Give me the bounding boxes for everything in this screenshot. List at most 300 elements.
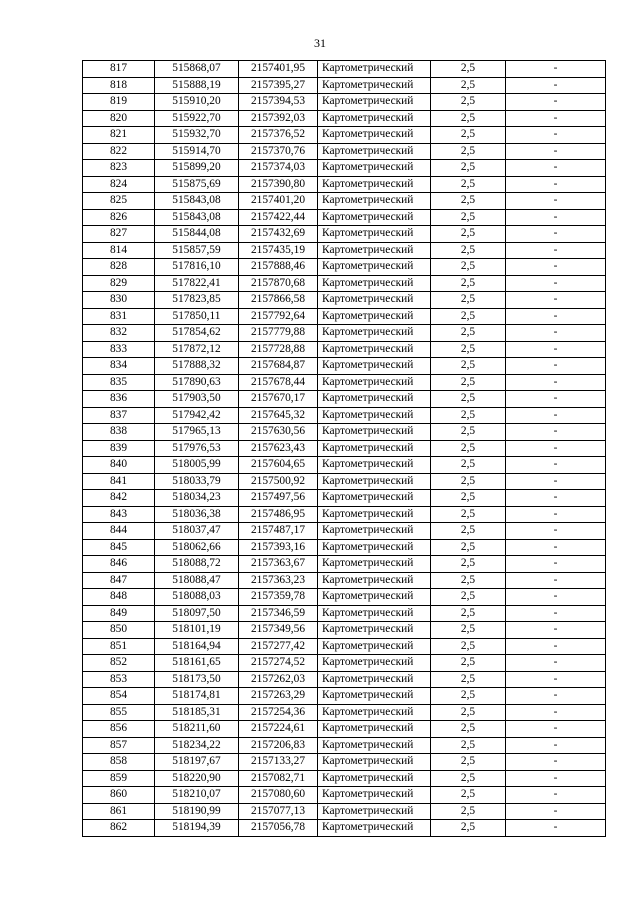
x-coordinate-cell: 518088,03: [155, 589, 239, 606]
x-coordinate-cell: 518164,94: [155, 638, 239, 655]
point-number-cell: 846: [83, 556, 155, 573]
method-cell: Картометрический: [318, 506, 431, 523]
accuracy-cell: 2,5: [431, 143, 506, 160]
point-number-cell: 842: [83, 490, 155, 507]
description-cell: -: [506, 490, 606, 507]
x-coordinate-cell: 518101,19: [155, 622, 239, 639]
table-row: [83, 424, 606, 441]
accuracy-cell: 2,5: [431, 160, 506, 177]
description-cell: -: [506, 572, 606, 589]
point-number-cell: 841: [83, 473, 155, 490]
point-number-cell: 831: [83, 308, 155, 325]
description-cell: -: [506, 506, 606, 523]
description-cell: -: [506, 737, 606, 754]
method-cell: Картометрический: [318, 160, 431, 177]
x-coordinate-cell: 518062,66: [155, 539, 239, 556]
accuracy-cell: 2,5: [431, 688, 506, 705]
table-row: [83, 259, 606, 276]
point-number-cell: 860: [83, 787, 155, 804]
point-number-cell: 823: [83, 160, 155, 177]
y-coordinate-cell: 2157401,20: [239, 193, 318, 210]
method-cell: Картометрический: [318, 77, 431, 94]
accuracy-cell: 2,5: [431, 440, 506, 457]
method-cell: Картометрический: [318, 556, 431, 573]
y-coordinate-cell: 2157277,42: [239, 638, 318, 655]
point-number-cell: 852: [83, 655, 155, 672]
x-coordinate-cell: 518194,39: [155, 820, 239, 837]
description-cell: -: [506, 77, 606, 94]
accuracy-cell: 2,5: [431, 737, 506, 754]
table-row: [83, 77, 606, 94]
description-cell: -: [506, 308, 606, 325]
description-cell: -: [506, 770, 606, 787]
table-row: [83, 688, 606, 705]
accuracy-cell: 2,5: [431, 325, 506, 342]
method-cell: Картометрический: [318, 473, 431, 490]
table-row: [83, 110, 606, 127]
table-row: [83, 671, 606, 688]
accuracy-cell: 2,5: [431, 523, 506, 540]
method-cell: Картометрический: [318, 424, 431, 441]
point-number-cell: 861: [83, 803, 155, 820]
y-coordinate-cell: 2157224,61: [239, 721, 318, 738]
table-row: [83, 275, 606, 292]
y-coordinate-cell: 2157432,69: [239, 226, 318, 243]
accuracy-cell: 2,5: [431, 803, 506, 820]
x-coordinate-cell: 518173,50: [155, 671, 239, 688]
point-number-cell: 836: [83, 391, 155, 408]
method-cell: Картометрический: [318, 94, 431, 111]
description-cell: -: [506, 242, 606, 259]
page-number: 31: [314, 36, 326, 50]
description-cell: -: [506, 440, 606, 457]
method-cell: Картометрический: [318, 803, 431, 820]
x-coordinate-cell: 515875,69: [155, 176, 239, 193]
description-cell: -: [506, 655, 606, 672]
method-cell: Картометрический: [318, 242, 431, 259]
table-row: [83, 209, 606, 226]
x-coordinate-cell: 515868,07: [155, 61, 239, 78]
accuracy-cell: 2,5: [431, 622, 506, 639]
description-cell: -: [506, 127, 606, 144]
y-coordinate-cell: 2157393,16: [239, 539, 318, 556]
table-row: [83, 292, 606, 309]
table-row: [83, 457, 606, 474]
method-cell: Картометрический: [318, 176, 431, 193]
x-coordinate-cell: 517822,41: [155, 275, 239, 292]
method-cell: Картометрический: [318, 226, 431, 243]
x-coordinate-cell: 515922,70: [155, 110, 239, 127]
method-cell: Картометрический: [318, 721, 431, 738]
y-coordinate-cell: 2157500,92: [239, 473, 318, 490]
description-cell: -: [506, 341, 606, 358]
point-number-cell: 829: [83, 275, 155, 292]
accuracy-cell: 2,5: [431, 704, 506, 721]
description-cell: -: [506, 539, 606, 556]
x-coordinate-cell: 517942,42: [155, 407, 239, 424]
point-number-cell: 826: [83, 209, 155, 226]
y-coordinate-cell: 2157888,46: [239, 259, 318, 276]
table-row: [83, 704, 606, 721]
x-coordinate-cell: 517976,53: [155, 440, 239, 457]
accuracy-cell: 2,5: [431, 308, 506, 325]
point-number-cell: 844: [83, 523, 155, 540]
x-coordinate-cell: 517890,63: [155, 374, 239, 391]
point-number-cell: 832: [83, 325, 155, 342]
method-cell: Картометрический: [318, 671, 431, 688]
point-number-cell: 819: [83, 94, 155, 111]
accuracy-cell: 2,5: [431, 226, 506, 243]
accuracy-cell: 2,5: [431, 176, 506, 193]
x-coordinate-cell: 517816,10: [155, 259, 239, 276]
table-row: [83, 589, 606, 606]
method-cell: Картометрический: [318, 193, 431, 210]
table-row: [83, 737, 606, 754]
description-cell: -: [506, 803, 606, 820]
x-coordinate-cell: 517872,12: [155, 341, 239, 358]
coordinates-table-body: [83, 61, 606, 837]
y-coordinate-cell: 2157870,68: [239, 275, 318, 292]
accuracy-cell: 2,5: [431, 457, 506, 474]
point-number-cell: 827: [83, 226, 155, 243]
method-cell: Картометрический: [318, 770, 431, 787]
table-row: [83, 440, 606, 457]
description-cell: -: [506, 754, 606, 771]
accuracy-cell: 2,5: [431, 94, 506, 111]
y-coordinate-cell: 2157684,87: [239, 358, 318, 375]
x-coordinate-cell: 515910,20: [155, 94, 239, 111]
method-cell: Картометрический: [318, 308, 431, 325]
description-cell: -: [506, 424, 606, 441]
table-row: [83, 605, 606, 622]
accuracy-cell: 2,5: [431, 292, 506, 309]
description-cell: -: [506, 176, 606, 193]
point-number-cell: 830: [83, 292, 155, 309]
y-coordinate-cell: 2157497,56: [239, 490, 318, 507]
description-cell: -: [506, 589, 606, 606]
accuracy-cell: 2,5: [431, 490, 506, 507]
x-coordinate-cell: 518234,22: [155, 737, 239, 754]
description-cell: -: [506, 820, 606, 837]
description-cell: -: [506, 374, 606, 391]
accuracy-cell: 2,5: [431, 605, 506, 622]
method-cell: Картометрический: [318, 572, 431, 589]
y-coordinate-cell: 2157359,78: [239, 589, 318, 606]
accuracy-cell: 2,5: [431, 638, 506, 655]
x-coordinate-cell: 518161,65: [155, 655, 239, 672]
x-coordinate-cell: 518034,23: [155, 490, 239, 507]
table-row: [83, 341, 606, 358]
x-coordinate-cell: 518037,47: [155, 523, 239, 540]
table-row: [83, 539, 606, 556]
table-row: [83, 770, 606, 787]
y-coordinate-cell: 2157390,80: [239, 176, 318, 193]
x-coordinate-cell: 517965,13: [155, 424, 239, 441]
y-coordinate-cell: 2157346,59: [239, 605, 318, 622]
accuracy-cell: 2,5: [431, 787, 506, 804]
point-number-cell: 847: [83, 572, 155, 589]
y-coordinate-cell: 2157374,03: [239, 160, 318, 177]
y-coordinate-cell: 2157349,56: [239, 622, 318, 639]
table-row: [83, 556, 606, 573]
description-cell: -: [506, 193, 606, 210]
x-coordinate-cell: 518210,07: [155, 787, 239, 804]
y-coordinate-cell: 2157392,03: [239, 110, 318, 127]
method-cell: Картометрический: [318, 787, 431, 804]
table-row: [83, 523, 606, 540]
table-row: [83, 803, 606, 820]
point-number-cell: 853: [83, 671, 155, 688]
accuracy-cell: 2,5: [431, 193, 506, 210]
x-coordinate-cell: 515888,19: [155, 77, 239, 94]
point-number-cell: 850: [83, 622, 155, 639]
accuracy-cell: 2,5: [431, 61, 506, 78]
accuracy-cell: 2,5: [431, 391, 506, 408]
y-coordinate-cell: 2157133,27: [239, 754, 318, 771]
y-coordinate-cell: 2157645,32: [239, 407, 318, 424]
description-cell: -: [506, 457, 606, 474]
method-cell: Картометрический: [318, 457, 431, 474]
accuracy-cell: 2,5: [431, 374, 506, 391]
table-row: [83, 358, 606, 375]
y-coordinate-cell: 2157077,13: [239, 803, 318, 820]
x-coordinate-cell: 518088,72: [155, 556, 239, 573]
x-coordinate-cell: 518211,60: [155, 721, 239, 738]
accuracy-cell: 2,5: [431, 589, 506, 606]
y-coordinate-cell: 2157401,95: [239, 61, 318, 78]
accuracy-cell: 2,5: [431, 572, 506, 589]
y-coordinate-cell: 2157262,03: [239, 671, 318, 688]
point-number-cell: 822: [83, 143, 155, 160]
table-row: [83, 61, 606, 78]
y-coordinate-cell: 2157274,52: [239, 655, 318, 672]
y-coordinate-cell: 2157370,76: [239, 143, 318, 160]
y-coordinate-cell: 2157792,64: [239, 308, 318, 325]
method-cell: Картометрический: [318, 704, 431, 721]
description-cell: -: [506, 787, 606, 804]
accuracy-cell: 2,5: [431, 275, 506, 292]
method-cell: Картометрический: [318, 292, 431, 309]
x-coordinate-cell: 518174,81: [155, 688, 239, 705]
y-coordinate-cell: 2157363,23: [239, 572, 318, 589]
y-coordinate-cell: 2157056,78: [239, 820, 318, 837]
method-cell: Картометрический: [318, 325, 431, 342]
method-cell: Картометрический: [318, 110, 431, 127]
method-cell: Картометрический: [318, 209, 431, 226]
description-cell: -: [506, 671, 606, 688]
method-cell: Картометрический: [318, 622, 431, 639]
accuracy-cell: 2,5: [431, 341, 506, 358]
description-cell: -: [506, 704, 606, 721]
point-number-cell: 837: [83, 407, 155, 424]
point-number-cell: 824: [83, 176, 155, 193]
y-coordinate-cell: 2157395,27: [239, 77, 318, 94]
y-coordinate-cell: 2157363,67: [239, 556, 318, 573]
y-coordinate-cell: 2157394,53: [239, 94, 318, 111]
description-cell: -: [506, 638, 606, 655]
accuracy-cell: 2,5: [431, 770, 506, 787]
table-row: [83, 143, 606, 160]
y-coordinate-cell: 2157080,60: [239, 787, 318, 804]
accuracy-cell: 2,5: [431, 721, 506, 738]
table-row: [83, 193, 606, 210]
x-coordinate-cell: 518005,99: [155, 457, 239, 474]
point-number-cell: 854: [83, 688, 155, 705]
x-coordinate-cell: 515843,08: [155, 209, 239, 226]
x-coordinate-cell: 518088,47: [155, 572, 239, 589]
method-cell: Картометрический: [318, 127, 431, 144]
y-coordinate-cell: 2157866,58: [239, 292, 318, 309]
table-row: [83, 308, 606, 325]
method-cell: Картометрический: [318, 490, 431, 507]
point-number-cell: 828: [83, 259, 155, 276]
accuracy-cell: 2,5: [431, 407, 506, 424]
y-coordinate-cell: 2157487,17: [239, 523, 318, 540]
coordinates-table: [82, 60, 606, 837]
x-coordinate-cell: 515857,59: [155, 242, 239, 259]
table-row: [83, 622, 606, 639]
method-cell: Картометрический: [318, 820, 431, 837]
description-cell: -: [506, 110, 606, 127]
table-row: [83, 490, 606, 507]
accuracy-cell: 2,5: [431, 77, 506, 94]
table-row: [83, 160, 606, 177]
method-cell: Картометрический: [318, 341, 431, 358]
point-number-cell: 849: [83, 605, 155, 622]
method-cell: Картометрический: [318, 539, 431, 556]
point-number-cell: 840: [83, 457, 155, 474]
point-number-cell: 856: [83, 721, 155, 738]
y-coordinate-cell: 2157728,88: [239, 341, 318, 358]
method-cell: Картометрический: [318, 61, 431, 78]
accuracy-cell: 2,5: [431, 655, 506, 672]
x-coordinate-cell: 517903,50: [155, 391, 239, 408]
point-number-cell: 845: [83, 539, 155, 556]
method-cell: Картометрический: [318, 737, 431, 754]
method-cell: Картометрический: [318, 589, 431, 606]
description-cell: -: [506, 325, 606, 342]
description-cell: -: [506, 226, 606, 243]
y-coordinate-cell: 2157376,52: [239, 127, 318, 144]
accuracy-cell: 2,5: [431, 671, 506, 688]
method-cell: Картометрический: [318, 655, 431, 672]
description-cell: -: [506, 523, 606, 540]
table-row: [83, 407, 606, 424]
point-number-cell: 834: [83, 358, 155, 375]
y-coordinate-cell: 2157435,19: [239, 242, 318, 259]
point-number-cell: 843: [83, 506, 155, 523]
point-number-cell: 838: [83, 424, 155, 441]
point-number-cell: 839: [83, 440, 155, 457]
table-row: [83, 176, 606, 193]
description-cell: -: [506, 473, 606, 490]
method-cell: Картометрический: [318, 523, 431, 540]
table-row: [83, 721, 606, 738]
point-number-cell: 851: [83, 638, 155, 655]
table-row: [83, 572, 606, 589]
x-coordinate-cell: 518097,50: [155, 605, 239, 622]
y-coordinate-cell: 2157779,88: [239, 325, 318, 342]
method-cell: Картометрический: [318, 638, 431, 655]
table-row: [83, 787, 606, 804]
x-coordinate-cell: 517823,85: [155, 292, 239, 309]
point-number-cell: 859: [83, 770, 155, 787]
accuracy-cell: 2,5: [431, 127, 506, 144]
accuracy-cell: 2,5: [431, 506, 506, 523]
x-coordinate-cell: 515844,08: [155, 226, 239, 243]
method-cell: Картометрический: [318, 407, 431, 424]
description-cell: -: [506, 358, 606, 375]
description-cell: -: [506, 160, 606, 177]
description-cell: -: [506, 259, 606, 276]
table-row: [83, 226, 606, 243]
y-coordinate-cell: 2157263,29: [239, 688, 318, 705]
x-coordinate-cell: 518197,67: [155, 754, 239, 771]
point-number-cell: 855: [83, 704, 155, 721]
y-coordinate-cell: 2157678,44: [239, 374, 318, 391]
method-cell: Картометрический: [318, 688, 431, 705]
accuracy-cell: 2,5: [431, 820, 506, 837]
table-row: [83, 655, 606, 672]
method-cell: Картометрический: [318, 143, 431, 160]
x-coordinate-cell: 515899,20: [155, 160, 239, 177]
point-number-cell: 857: [83, 737, 155, 754]
method-cell: Картометрический: [318, 259, 431, 276]
point-number-cell: 862: [83, 820, 155, 837]
description-cell: -: [506, 688, 606, 705]
point-number-cell: 817: [83, 61, 155, 78]
x-coordinate-cell: 518185,31: [155, 704, 239, 721]
method-cell: Картометрический: [318, 754, 431, 771]
description-cell: -: [506, 605, 606, 622]
point-number-cell: 848: [83, 589, 155, 606]
description-cell: -: [506, 556, 606, 573]
y-coordinate-cell: 2157630,56: [239, 424, 318, 441]
table-row: [83, 754, 606, 771]
y-coordinate-cell: 2157670,17: [239, 391, 318, 408]
point-number-cell: 835: [83, 374, 155, 391]
accuracy-cell: 2,5: [431, 424, 506, 441]
description-cell: -: [506, 275, 606, 292]
accuracy-cell: 2,5: [431, 754, 506, 771]
y-coordinate-cell: 2157486,95: [239, 506, 318, 523]
y-coordinate-cell: 2157206,83: [239, 737, 318, 754]
point-number-cell: 821: [83, 127, 155, 144]
point-number-cell: 833: [83, 341, 155, 358]
point-number-cell: 818: [83, 77, 155, 94]
method-cell: Картометрический: [318, 275, 431, 292]
description-cell: -: [506, 292, 606, 309]
accuracy-cell: 2,5: [431, 242, 506, 259]
table-row: [83, 391, 606, 408]
description-cell: -: [506, 61, 606, 78]
point-number-cell: 858: [83, 754, 155, 771]
y-coordinate-cell: 2157604,65: [239, 457, 318, 474]
x-coordinate-cell: 518036,38: [155, 506, 239, 523]
table-row: [83, 820, 606, 837]
method-cell: Картометрический: [318, 374, 431, 391]
x-coordinate-cell: 515843,08: [155, 193, 239, 210]
table-row: [83, 638, 606, 655]
x-coordinate-cell: 517850,11: [155, 308, 239, 325]
x-coordinate-cell: 517854,62: [155, 325, 239, 342]
accuracy-cell: 2,5: [431, 209, 506, 226]
x-coordinate-cell: 515932,70: [155, 127, 239, 144]
point-number-cell: 825: [83, 193, 155, 210]
x-coordinate-cell: 517888,32: [155, 358, 239, 375]
y-coordinate-cell: 2157082,71: [239, 770, 318, 787]
description-cell: -: [506, 209, 606, 226]
